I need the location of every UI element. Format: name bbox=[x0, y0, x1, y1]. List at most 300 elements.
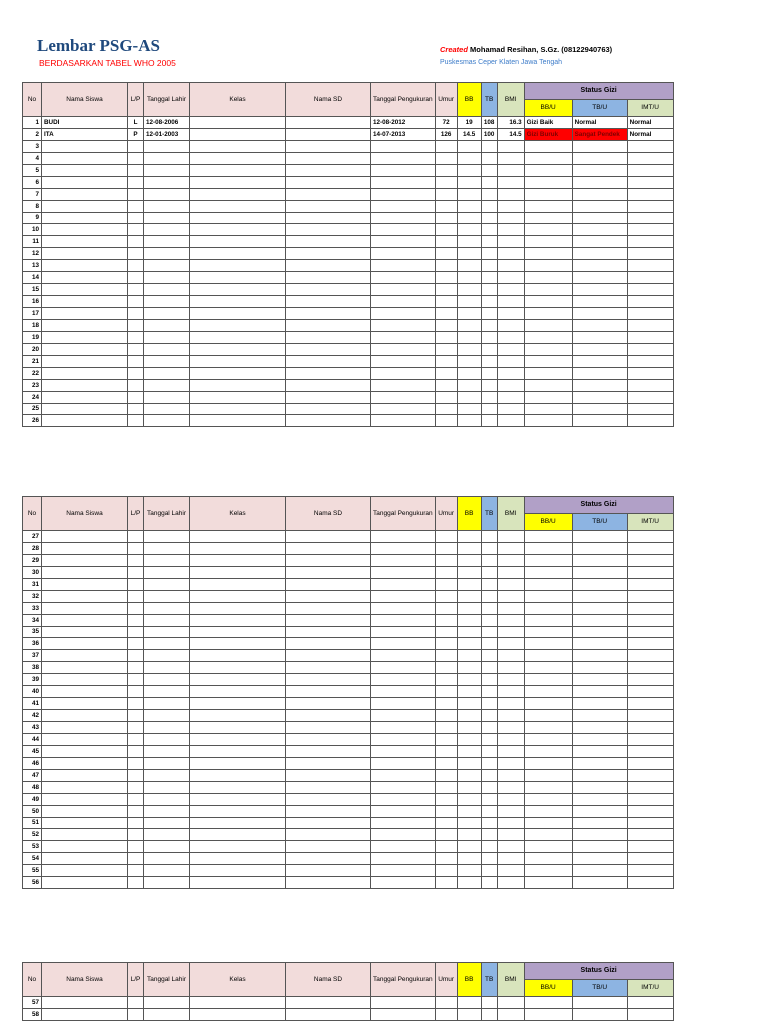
cell-imtu[interactable] bbox=[627, 403, 673, 415]
cell-nama-sd[interactable] bbox=[286, 781, 371, 793]
cell-tgl-lahir[interactable] bbox=[144, 686, 190, 698]
cell-bmi[interactable] bbox=[497, 200, 524, 212]
cell-tb[interactable] bbox=[481, 152, 497, 164]
cell-bmi[interactable] bbox=[497, 829, 524, 841]
cell-lp[interactable] bbox=[128, 260, 144, 272]
cell-bmi[interactable] bbox=[497, 698, 524, 710]
cell-nama-sd[interactable] bbox=[286, 367, 371, 379]
cell-tgl-lahir[interactable] bbox=[144, 236, 190, 248]
cell-kelas[interactable] bbox=[190, 415, 286, 427]
cell-kelas[interactable] bbox=[190, 117, 286, 129]
cell-nama[interactable] bbox=[42, 331, 128, 343]
cell-bmi[interactable] bbox=[497, 733, 524, 745]
cell-no[interactable]: 8 bbox=[23, 200, 42, 212]
cell-nama[interactable] bbox=[42, 578, 128, 590]
cell-nama[interactable] bbox=[42, 212, 128, 224]
cell-no[interactable]: 2 bbox=[23, 128, 42, 140]
cell-imtu[interactable] bbox=[627, 745, 673, 757]
cell-tbu[interactable] bbox=[572, 710, 627, 722]
cell-lp[interactable]: P bbox=[128, 128, 144, 140]
cell-nama[interactable] bbox=[42, 248, 128, 260]
cell-imtu[interactable] bbox=[627, 781, 673, 793]
cell-tgl-lahir[interactable] bbox=[144, 590, 190, 602]
cell-bmi[interactable] bbox=[497, 650, 524, 662]
cell-kelas[interactable] bbox=[190, 877, 286, 889]
cell-kelas[interactable] bbox=[190, 319, 286, 331]
cell-tbu[interactable] bbox=[572, 1008, 627, 1020]
cell-nama-sd[interactable] bbox=[286, 614, 371, 626]
cell-bmi[interactable] bbox=[497, 367, 524, 379]
cell-nama-sd[interactable] bbox=[286, 200, 371, 212]
cell-bbu[interactable] bbox=[524, 602, 572, 614]
cell-bbu[interactable] bbox=[524, 566, 572, 578]
cell-bmi[interactable] bbox=[497, 674, 524, 686]
cell-no[interactable]: 3 bbox=[23, 140, 42, 152]
cell-tgl-lahir[interactable] bbox=[144, 212, 190, 224]
cell-tgl-ukur[interactable] bbox=[371, 614, 436, 626]
cell-bb[interactable] bbox=[457, 698, 481, 710]
cell-umur[interactable] bbox=[435, 236, 457, 248]
cell-imtu[interactable] bbox=[627, 331, 673, 343]
cell-bb[interactable] bbox=[457, 733, 481, 745]
cell-nama[interactable] bbox=[42, 284, 128, 296]
cell-tbu[interactable] bbox=[572, 853, 627, 865]
cell-kelas[interactable] bbox=[190, 590, 286, 602]
cell-imtu[interactable] bbox=[627, 248, 673, 260]
cell-tbu[interactable] bbox=[572, 415, 627, 427]
cell-lp[interactable] bbox=[128, 710, 144, 722]
cell-tb[interactable]: 108 bbox=[481, 117, 497, 129]
cell-bbu[interactable] bbox=[524, 296, 572, 308]
cell-nama[interactable] bbox=[42, 686, 128, 698]
cell-no[interactable]: 12 bbox=[23, 248, 42, 260]
cell-no[interactable]: 33 bbox=[23, 602, 42, 614]
cell-bmi[interactable] bbox=[497, 841, 524, 853]
cell-nama[interactable] bbox=[42, 638, 128, 650]
cell-kelas[interactable] bbox=[190, 829, 286, 841]
cell-no[interactable]: 58 bbox=[23, 1008, 42, 1020]
cell-tb[interactable] bbox=[481, 626, 497, 638]
cell-kelas[interactable] bbox=[190, 710, 286, 722]
cell-bbu[interactable] bbox=[524, 248, 572, 260]
cell-nama[interactable] bbox=[42, 319, 128, 331]
cell-lp[interactable] bbox=[128, 805, 144, 817]
cell-umur[interactable] bbox=[435, 829, 457, 841]
cell-imtu[interactable] bbox=[627, 674, 673, 686]
cell-imtu[interactable] bbox=[627, 176, 673, 188]
cell-imtu[interactable] bbox=[627, 841, 673, 853]
cell-nama[interactable] bbox=[42, 602, 128, 614]
cell-imtu[interactable] bbox=[627, 188, 673, 200]
cell-no[interactable]: 17 bbox=[23, 308, 42, 320]
cell-tgl-ukur[interactable] bbox=[371, 865, 436, 877]
cell-bb[interactable] bbox=[457, 319, 481, 331]
cell-lp[interactable] bbox=[128, 745, 144, 757]
cell-imtu[interactable]: Normal bbox=[627, 117, 673, 129]
cell-bmi[interactable] bbox=[497, 415, 524, 427]
cell-umur[interactable] bbox=[435, 554, 457, 566]
cell-bb[interactable] bbox=[457, 566, 481, 578]
cell-tb[interactable] bbox=[481, 590, 497, 602]
cell-imtu[interactable] bbox=[627, 853, 673, 865]
cell-bbu[interactable] bbox=[524, 805, 572, 817]
cell-tgl-ukur[interactable] bbox=[371, 626, 436, 638]
cell-bb[interactable] bbox=[457, 578, 481, 590]
cell-no[interactable]: 20 bbox=[23, 343, 42, 355]
cell-tbu[interactable] bbox=[572, 638, 627, 650]
cell-imtu[interactable] bbox=[627, 224, 673, 236]
cell-tb[interactable] bbox=[481, 343, 497, 355]
cell-tb[interactable] bbox=[481, 769, 497, 781]
cell-nama-sd[interactable] bbox=[286, 331, 371, 343]
cell-tbu[interactable] bbox=[572, 319, 627, 331]
cell-bmi[interactable] bbox=[497, 379, 524, 391]
cell-bb[interactable] bbox=[457, 590, 481, 602]
cell-kelas[interactable] bbox=[190, 733, 286, 745]
cell-lp[interactable] bbox=[128, 152, 144, 164]
cell-imtu[interactable] bbox=[627, 805, 673, 817]
cell-bbu[interactable] bbox=[524, 877, 572, 889]
cell-umur[interactable] bbox=[435, 841, 457, 853]
cell-tbu[interactable] bbox=[572, 817, 627, 829]
cell-bbu[interactable] bbox=[524, 614, 572, 626]
cell-umur[interactable] bbox=[435, 805, 457, 817]
cell-bbu[interactable] bbox=[524, 152, 572, 164]
cell-tgl-lahir[interactable] bbox=[144, 793, 190, 805]
cell-nama-sd[interactable] bbox=[286, 355, 371, 367]
cell-umur[interactable] bbox=[435, 745, 457, 757]
cell-umur[interactable]: 72 bbox=[435, 117, 457, 129]
cell-tbu[interactable] bbox=[572, 164, 627, 176]
cell-umur[interactable] bbox=[435, 698, 457, 710]
cell-tgl-lahir[interactable] bbox=[144, 415, 190, 427]
cell-nama-sd[interactable] bbox=[286, 248, 371, 260]
cell-umur[interactable] bbox=[435, 176, 457, 188]
cell-umur[interactable] bbox=[435, 997, 457, 1009]
cell-bmi[interactable] bbox=[497, 164, 524, 176]
cell-tgl-lahir[interactable] bbox=[144, 853, 190, 865]
cell-umur[interactable] bbox=[435, 566, 457, 578]
cell-bbu[interactable] bbox=[524, 733, 572, 745]
cell-bbu[interactable] bbox=[524, 415, 572, 427]
cell-bb[interactable]: 19 bbox=[457, 117, 481, 129]
cell-tbu[interactable] bbox=[572, 379, 627, 391]
cell-kelas[interactable] bbox=[190, 272, 286, 284]
cell-tbu[interactable] bbox=[572, 650, 627, 662]
cell-tgl-lahir[interactable] bbox=[144, 391, 190, 403]
cell-imtu[interactable] bbox=[627, 769, 673, 781]
cell-tgl-lahir[interactable] bbox=[144, 829, 190, 841]
cell-kelas[interactable] bbox=[190, 176, 286, 188]
cell-tgl-ukur[interactable] bbox=[371, 793, 436, 805]
cell-nama[interactable] bbox=[42, 355, 128, 367]
cell-nama-sd[interactable] bbox=[286, 793, 371, 805]
cell-imtu[interactable] bbox=[627, 260, 673, 272]
cell-umur[interactable] bbox=[435, 865, 457, 877]
cell-tgl-ukur[interactable] bbox=[371, 308, 436, 320]
cell-nama[interactable] bbox=[42, 793, 128, 805]
cell-nama[interactable] bbox=[42, 164, 128, 176]
cell-bb[interactable] bbox=[457, 769, 481, 781]
cell-bmi[interactable] bbox=[497, 152, 524, 164]
cell-tgl-lahir[interactable] bbox=[144, 997, 190, 1009]
cell-imtu[interactable] bbox=[627, 319, 673, 331]
cell-imtu[interactable] bbox=[627, 566, 673, 578]
cell-umur[interactable] bbox=[435, 248, 457, 260]
cell-bmi[interactable] bbox=[497, 308, 524, 320]
cell-tb[interactable] bbox=[481, 164, 497, 176]
cell-lp[interactable] bbox=[128, 200, 144, 212]
cell-bbu[interactable] bbox=[524, 793, 572, 805]
cell-no[interactable]: 11 bbox=[23, 236, 42, 248]
cell-nama-sd[interactable] bbox=[286, 853, 371, 865]
cell-tbu[interactable] bbox=[572, 769, 627, 781]
cell-tgl-lahir[interactable] bbox=[144, 781, 190, 793]
cell-nama[interactable] bbox=[42, 308, 128, 320]
cell-nama-sd[interactable] bbox=[286, 698, 371, 710]
cell-umur[interactable] bbox=[435, 152, 457, 164]
cell-tgl-ukur[interactable] bbox=[371, 722, 436, 734]
cell-nama-sd[interactable] bbox=[286, 865, 371, 877]
cell-lp[interactable] bbox=[128, 877, 144, 889]
cell-tgl-lahir[interactable] bbox=[144, 367, 190, 379]
cell-lp[interactable] bbox=[128, 1008, 144, 1020]
cell-bbu[interactable] bbox=[524, 164, 572, 176]
cell-bb[interactable] bbox=[457, 817, 481, 829]
cell-tgl-ukur[interactable] bbox=[371, 272, 436, 284]
cell-bmi[interactable] bbox=[497, 188, 524, 200]
cell-nama-sd[interactable] bbox=[286, 531, 371, 543]
cell-bb[interactable] bbox=[457, 272, 481, 284]
cell-nama-sd[interactable] bbox=[286, 272, 371, 284]
cell-bb[interactable] bbox=[457, 308, 481, 320]
cell-tbu[interactable] bbox=[572, 355, 627, 367]
cell-tgl-lahir[interactable] bbox=[144, 200, 190, 212]
cell-tbu[interactable] bbox=[572, 212, 627, 224]
cell-bb[interactable] bbox=[457, 343, 481, 355]
cell-bb[interactable] bbox=[457, 248, 481, 260]
cell-nama[interactable] bbox=[42, 391, 128, 403]
cell-kelas[interactable] bbox=[190, 626, 286, 638]
cell-tbu[interactable] bbox=[572, 997, 627, 1009]
cell-umur[interactable] bbox=[435, 542, 457, 554]
cell-nama[interactable] bbox=[42, 829, 128, 841]
cell-bb[interactable] bbox=[457, 710, 481, 722]
cell-tbu[interactable] bbox=[572, 602, 627, 614]
cell-tbu[interactable] bbox=[572, 865, 627, 877]
cell-imtu[interactable] bbox=[627, 626, 673, 638]
cell-kelas[interactable] bbox=[190, 638, 286, 650]
cell-tb[interactable] bbox=[481, 614, 497, 626]
cell-nama[interactable] bbox=[42, 542, 128, 554]
cell-lp[interactable] bbox=[128, 367, 144, 379]
cell-nama-sd[interactable] bbox=[286, 733, 371, 745]
cell-tgl-lahir[interactable] bbox=[144, 626, 190, 638]
cell-no[interactable]: 14 bbox=[23, 272, 42, 284]
cell-no[interactable]: 43 bbox=[23, 722, 42, 734]
cell-nama[interactable] bbox=[42, 1008, 128, 1020]
cell-umur[interactable] bbox=[435, 781, 457, 793]
cell-bbu[interactable] bbox=[524, 308, 572, 320]
cell-no[interactable]: 36 bbox=[23, 638, 42, 650]
cell-tbu[interactable] bbox=[572, 662, 627, 674]
cell-bbu[interactable] bbox=[524, 650, 572, 662]
cell-tgl-lahir[interactable] bbox=[144, 1008, 190, 1020]
cell-tgl-lahir[interactable] bbox=[144, 308, 190, 320]
cell-tb[interactable] bbox=[481, 877, 497, 889]
cell-bmi[interactable] bbox=[497, 554, 524, 566]
cell-kelas[interactable] bbox=[190, 236, 286, 248]
cell-nama-sd[interactable] bbox=[286, 260, 371, 272]
cell-tbu[interactable] bbox=[572, 343, 627, 355]
cell-bmi[interactable] bbox=[497, 578, 524, 590]
cell-no[interactable]: 1 bbox=[23, 117, 42, 129]
cell-bb[interactable] bbox=[457, 997, 481, 1009]
cell-kelas[interactable] bbox=[190, 188, 286, 200]
cell-bb[interactable] bbox=[457, 602, 481, 614]
cell-bmi[interactable] bbox=[497, 284, 524, 296]
cell-bb[interactable] bbox=[457, 722, 481, 734]
cell-bbu[interactable] bbox=[524, 319, 572, 331]
cell-no[interactable]: 46 bbox=[23, 757, 42, 769]
cell-tgl-ukur[interactable] bbox=[371, 698, 436, 710]
cell-kelas[interactable] bbox=[190, 650, 286, 662]
cell-tb[interactable] bbox=[481, 733, 497, 745]
cell-nama-sd[interactable] bbox=[286, 188, 371, 200]
cell-tgl-ukur[interactable] bbox=[371, 745, 436, 757]
cell-imtu[interactable] bbox=[627, 638, 673, 650]
cell-imtu[interactable] bbox=[627, 367, 673, 379]
cell-no[interactable]: 29 bbox=[23, 554, 42, 566]
cell-nama-sd[interactable] bbox=[286, 686, 371, 698]
cell-tgl-lahir[interactable] bbox=[144, 554, 190, 566]
cell-no[interactable]: 4 bbox=[23, 152, 42, 164]
cell-kelas[interactable] bbox=[190, 997, 286, 1009]
cell-bbu[interactable] bbox=[524, 638, 572, 650]
cell-tbu[interactable] bbox=[572, 272, 627, 284]
cell-nama[interactable] bbox=[42, 877, 128, 889]
cell-umur[interactable] bbox=[435, 367, 457, 379]
cell-nama[interactable] bbox=[42, 590, 128, 602]
cell-bmi[interactable] bbox=[497, 662, 524, 674]
cell-lp[interactable] bbox=[128, 674, 144, 686]
cell-no[interactable]: 37 bbox=[23, 650, 42, 662]
cell-nama-sd[interactable] bbox=[286, 391, 371, 403]
cell-tgl-lahir[interactable] bbox=[144, 319, 190, 331]
cell-bmi[interactable] bbox=[497, 865, 524, 877]
cell-tgl-ukur[interactable] bbox=[371, 578, 436, 590]
cell-tgl-lahir[interactable] bbox=[144, 757, 190, 769]
cell-nama-sd[interactable] bbox=[286, 578, 371, 590]
cell-umur[interactable] bbox=[435, 686, 457, 698]
cell-bmi[interactable] bbox=[497, 638, 524, 650]
cell-umur[interactable] bbox=[435, 674, 457, 686]
cell-tgl-lahir[interactable] bbox=[144, 355, 190, 367]
cell-no[interactable]: 19 bbox=[23, 331, 42, 343]
cell-lp[interactable] bbox=[128, 391, 144, 403]
cell-no[interactable]: 48 bbox=[23, 781, 42, 793]
cell-no[interactable]: 45 bbox=[23, 745, 42, 757]
cell-umur[interactable] bbox=[435, 733, 457, 745]
cell-imtu[interactable] bbox=[627, 793, 673, 805]
cell-kelas[interactable] bbox=[190, 745, 286, 757]
cell-tbu[interactable] bbox=[572, 554, 627, 566]
cell-lp[interactable] bbox=[128, 236, 144, 248]
cell-no[interactable]: 55 bbox=[23, 865, 42, 877]
cell-lp[interactable] bbox=[128, 997, 144, 1009]
cell-no[interactable]: 32 bbox=[23, 590, 42, 602]
cell-kelas[interactable] bbox=[190, 248, 286, 260]
cell-imtu[interactable] bbox=[627, 284, 673, 296]
cell-no[interactable]: 21 bbox=[23, 355, 42, 367]
cell-tb[interactable] bbox=[481, 531, 497, 543]
cell-tb[interactable] bbox=[481, 698, 497, 710]
cell-bbu[interactable] bbox=[524, 781, 572, 793]
cell-umur[interactable] bbox=[435, 590, 457, 602]
cell-nama[interactable] bbox=[42, 152, 128, 164]
cell-bbu[interactable] bbox=[524, 236, 572, 248]
cell-bmi[interactable] bbox=[497, 710, 524, 722]
cell-nama-sd[interactable] bbox=[286, 997, 371, 1009]
cell-bb[interactable] bbox=[457, 554, 481, 566]
cell-lp[interactable] bbox=[128, 403, 144, 415]
cell-kelas[interactable] bbox=[190, 391, 286, 403]
cell-bmi[interactable] bbox=[497, 212, 524, 224]
cell-tbu[interactable] bbox=[572, 686, 627, 698]
cell-bb[interactable] bbox=[457, 331, 481, 343]
cell-nama-sd[interactable] bbox=[286, 841, 371, 853]
cell-lp[interactable] bbox=[128, 531, 144, 543]
cell-tgl-ukur[interactable] bbox=[371, 343, 436, 355]
cell-imtu[interactable] bbox=[627, 722, 673, 734]
cell-lp[interactable] bbox=[128, 296, 144, 308]
cell-kelas[interactable] bbox=[190, 128, 286, 140]
cell-umur[interactable] bbox=[435, 319, 457, 331]
cell-bbu[interactable] bbox=[524, 200, 572, 212]
cell-imtu[interactable] bbox=[627, 140, 673, 152]
cell-kelas[interactable] bbox=[190, 781, 286, 793]
cell-lp[interactable] bbox=[128, 853, 144, 865]
cell-tb[interactable] bbox=[481, 865, 497, 877]
cell-no[interactable]: 44 bbox=[23, 733, 42, 745]
cell-nama-sd[interactable] bbox=[286, 745, 371, 757]
cell-no[interactable]: 27 bbox=[23, 531, 42, 543]
cell-lp[interactable] bbox=[128, 319, 144, 331]
cell-tb[interactable] bbox=[481, 379, 497, 391]
cell-nama-sd[interactable] bbox=[286, 650, 371, 662]
cell-nama-sd[interactable] bbox=[286, 117, 371, 129]
cell-tgl-ukur[interactable] bbox=[371, 554, 436, 566]
cell-tb[interactable] bbox=[481, 367, 497, 379]
cell-kelas[interactable] bbox=[190, 284, 286, 296]
cell-lp[interactable] bbox=[128, 722, 144, 734]
cell-tbu[interactable] bbox=[572, 733, 627, 745]
cell-bmi[interactable] bbox=[497, 403, 524, 415]
cell-lp[interactable] bbox=[128, 614, 144, 626]
cell-bmi[interactable] bbox=[497, 236, 524, 248]
cell-lp[interactable] bbox=[128, 781, 144, 793]
cell-nama-sd[interactable] bbox=[286, 554, 371, 566]
cell-imtu[interactable] bbox=[627, 698, 673, 710]
cell-lp[interactable] bbox=[128, 733, 144, 745]
cell-no[interactable]: 39 bbox=[23, 674, 42, 686]
cell-tb[interactable]: 100 bbox=[481, 128, 497, 140]
cell-tb[interactable] bbox=[481, 722, 497, 734]
cell-bmi[interactable] bbox=[497, 757, 524, 769]
cell-tb[interactable] bbox=[481, 176, 497, 188]
cell-bbu[interactable] bbox=[524, 590, 572, 602]
cell-umur[interactable] bbox=[435, 877, 457, 889]
